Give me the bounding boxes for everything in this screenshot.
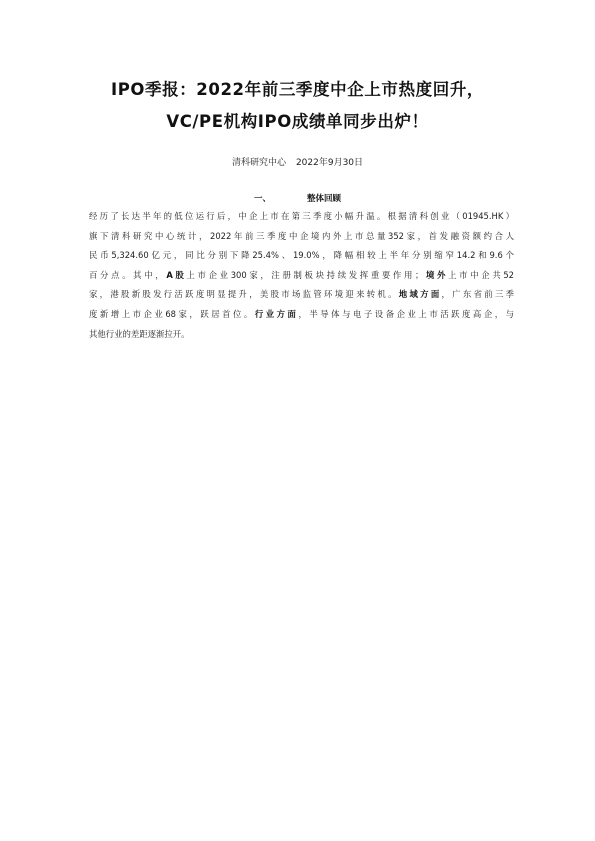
- publish-date: 2022年9月30日: [295, 158, 364, 168]
- document-title-line-1: IPO季报：2022年前三季度中企上市热度回升，: [110, 80, 485, 99]
- document-byline: [0, 155, 595, 168]
- paragraph-line: [89, 305, 514, 325]
- emphasis-overseas: 境外: [423, 269, 449, 280]
- paragraph-text: 度新增上市企业68家，跃居首位。: [89, 308, 255, 319]
- paragraph-text: 民币5,324.60亿元，同比分别下降25.4%、19.0%，降幅相较上半年分别缩窄14.2和9.6个: [89, 250, 514, 261]
- body-paragraph: [89, 207, 514, 344]
- paragraph-text: 上市中企共52: [448, 269, 515, 280]
- document-title-line-2: VC/PE机构IPO成绩单同步出炉！: [166, 112, 429, 131]
- paragraph-line: [89, 227, 514, 247]
- paragraph-text: 经历了长达半年的低位运行后，中企上市在第三季度小幅升温。根据清科创业（01945.HK）: [89, 211, 514, 221]
- paragraph-line: [89, 266, 514, 286]
- paragraph-text: 百分点。其中，: [89, 269, 167, 280]
- emphasis-industry: 行业方面: [254, 308, 299, 319]
- paragraph-line: [89, 285, 514, 305]
- paragraph-line: [89, 325, 514, 345]
- paragraph-text: 上市企业300家，注册制板块持续发挥重要作用；: [186, 269, 424, 280]
- paragraph-text: 其他行业的差距逐渐拉开。: [89, 328, 190, 339]
- paragraph-text: 旗下清科研究中心统计，2022年前三季度中企境内外上市总量352家，首发融资额约合人: [89, 230, 514, 241]
- paragraph-text: 家，港股新股发行活跃度明显提升，美股市场监管环境迎来转机。: [89, 289, 399, 300]
- section-title: 整体回顾: [307, 194, 342, 204]
- emphasis-region: 地域方面: [398, 289, 442, 300]
- section-number: 一、: [253, 194, 271, 204]
- section-heading: [0, 192, 595, 204]
- paragraph-text: ，广东省前三季: [441, 289, 515, 300]
- source-name: 清科研究中心: [231, 158, 286, 168]
- emphasis-a-share: A股: [166, 269, 187, 280]
- paragraph-text: ，半导体与电子设备企业上市活跃度高企，与: [298, 308, 515, 319]
- paragraph-line: [89, 246, 514, 266]
- paragraph-line: [89, 207, 514, 227]
